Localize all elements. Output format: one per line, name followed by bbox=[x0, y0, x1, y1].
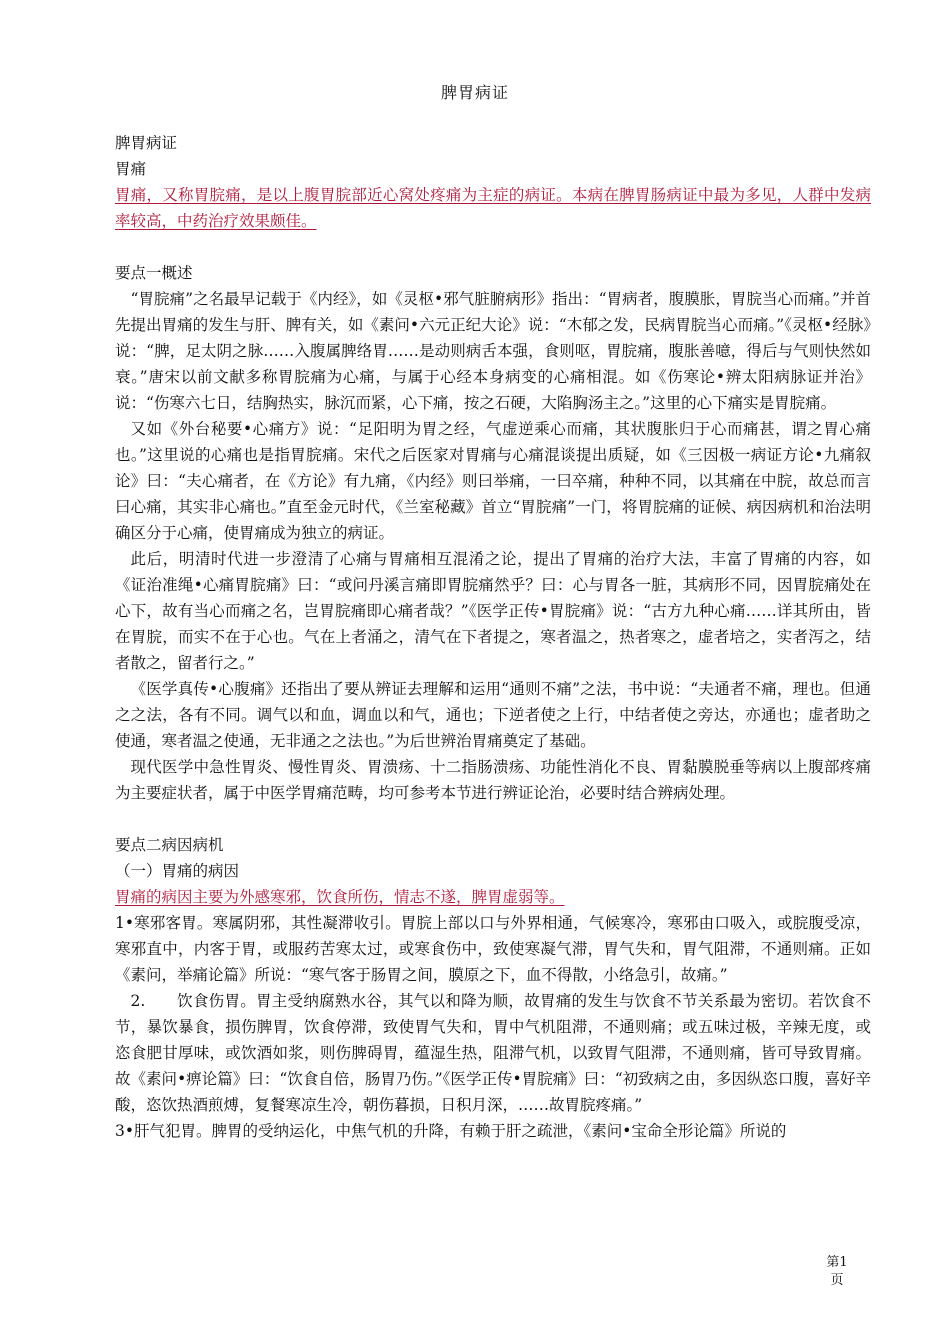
etiology-subheading: （一）胃痛的病因 bbox=[115, 862, 240, 880]
overview-heading: 要点一概述 bbox=[115, 264, 193, 282]
page-title: 脾胃病证 bbox=[440, 83, 509, 102]
overview-paragraph: 现代医学中急性胃炎、慢性胃炎、胃溃疡、十二指肠溃疡、功能性消化不良、胃黏膜脱垂等病以上腹部疼痛为主要症状者，属于中医学胃痛范畴，均可参考本节进行辨证论治，必要时结合辨病处理。 bbox=[115, 758, 871, 802]
overview-paragraph: 《医学真传•心腹痛》还指出了要从辨证去理解和运用“通则不痛”之法，书中说：“夫通者不痛，理也。但通之之法，各有不同。调气以和血，调血以和气，通也；下逆者使之上行，中结者使之旁达，亦通也；虚者助之使通，寒者温之使通，无非通之之法也。”为后世辨治胃痛奠定了基础。 bbox=[115, 680, 871, 750]
etiology-heading: 要点二病因病机 bbox=[115, 836, 224, 854]
overview-paragraph: 此后，明清时代进一步澄清了心痛与胃痛相互混淆之论，提出了胃痛的治疗大法，丰富了胃痛的内容，如《证治准绳•心痛胃脘痛》曰：“或问丹溪言痛即胃脘痛然乎？曰：心与胃各一脏，其病形不同，因胃脘痛处在心下，故有当心而痛之名，岂胃脘痛即心痛者哉？”《医学正传•胃脘痛》说：“古方九种心痛……详其所由，皆在胃脘，而实不在于心也。气在上者涌之，清气在下者提之，寒者温之，热者寒之，虚者培之，实者泻之，结者散之，留者行之。” bbox=[115, 550, 871, 672]
intro-highlighted-definition: 胃痛，又称胃脘痛，是以上腹胃脘部近心窝处疼痛为主症的病证。本病在脾胃肠病证中最为多见，人群中发病率较高，中药治疗效果颇佳。 bbox=[115, 186, 871, 230]
overview-paragraph: 又如《外台秘要•心痛方》说：“足阳明为胃之经，气虚逆乘心而痛，其状腹胀归于心而痛甚，谓之胃心痛也。”这里说的心痛也是指胃脘痛。宋代之后医家对胃痛与心痛混谈提出质疑，如《三因极一病证方论•九痛叙论》曰：“夫心痛者，在《方论》有九痛，《内经》则曰举痛，一曰卒痛，种种不同，以其痛在中脘，故总而言曰心痛，其实非心痛也。”直至金元时代，《兰室秘藏》首立“胃脘痛”一门，将胃脘痛的证候、病因病机和治法明确区分于心痛，使胃痛成为独立的病证。 bbox=[115, 420, 871, 542]
overview-paragraph: “胃脘痛”之名最早记载于《内经》，如《灵枢•邪气脏腑病形》指出：“胃病者，腹膜胀，胃脘当心而痛。”并首先提出胃痛的发生与肝、脾有关，如《素问•六元正纪大论》说：“木郁之发，民病胃脘当心而痛。”《灵枢•经脉》说：“脾，足太阴之脉……入腹属脾络胃……是动则病舌本强，食则呕，胃脘痛，腹胀善噫，得后与气则快然如衰。”唐宋以前文献多称胃脘痛为心痛，与属于心经本身病变的心痛相混。如《伤寒论•辨太阳病脉证并治》说：“伤寒六七日，结胸热实，脉沉而紧，心下痛，按之石硬，大陷胸汤主之。”这里的心下痛实是胃脘痛。 bbox=[115, 290, 871, 412]
subsection-heading-stomach-pain: 胃痛 bbox=[115, 160, 147, 178]
etiology-item: 3•肝气犯胃。脾胃的受纳运化，中焦气机的升降，有赖于肝之疏泄，《素问•宝命全形论篇》所说的 bbox=[115, 1122, 787, 1140]
page-number: 第1页 bbox=[826, 1255, 848, 1288]
etiology-item: 1•寒邪客胃。寒属阴邪，其性凝滞收引。胃脘上部以口与外界相通，气候寒冷，寒邪由口吸入，或脘腹受凉，寒邪直中，内客于胃，或服药苦寒太过，或寒食伤中，致使寒凝气滞，胃气失和，胃气阻滞，不通则痛。正如《素问，举痛论篇》所说：“寒气客于肠胃之间，膜原之下，血不得散，小络急引，故痛。” bbox=[115, 914, 871, 984]
section-heading-spleen-stomach: 脾胃病证 bbox=[115, 134, 178, 152]
etiology-highlighted-summary: 胃痛的病因主要为外感寒邪，饮食所伤，情志不遂，脾胃虚弱等。 bbox=[115, 888, 565, 906]
etiology-item: 2. 饮食伤胃。胃主受纳腐熟水谷，其气以和降为顺，故胃痛的发生与饮食不节关系最为密切。若饮食不节，暴饮暴食，损伤脾胃，饮食停滞，致使胃气失和，胃中气机阻滞，不通则痛；或五味过极，辛辣无度，或恣食肥甘厚味，或饮酒如浆，则伤脾碍胃，蕴湿生热，阻滞气机，以致胃气阻滞，不通则痛，皆可导致胃痛。故《素问•痹论篇》曰：“饮食自倍，肠胃乃伤。”《医学正传•胃脘痛》曰：“初致病之由，多因纵恣口腹，喜好辛酸，恣饮热酒煎煿，复餐寒凉生冷，朝伤暮损，日积月深，……故胃脘疼痛。” bbox=[115, 992, 871, 1114]
document-body bbox=[115, 130, 871, 1144]
